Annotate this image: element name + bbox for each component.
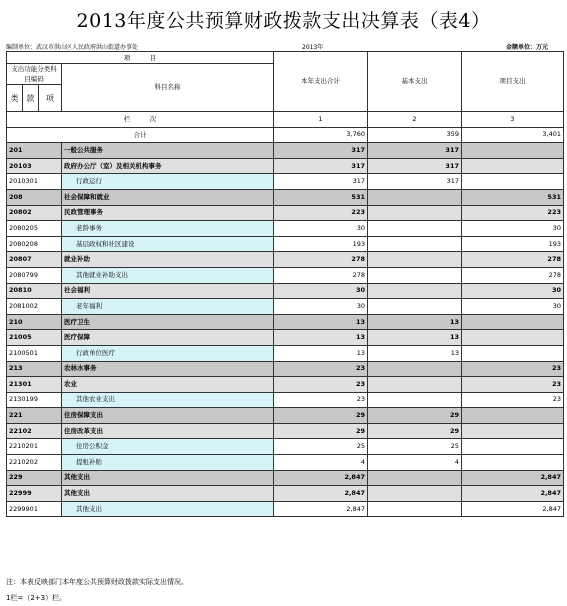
subject-name: 社会福利	[62, 283, 274, 299]
table-row	[7, 283, 564, 299]
table-row	[7, 361, 564, 377]
basic-value	[368, 189, 462, 205]
total-row-basic: 359	[368, 127, 462, 143]
project-value	[462, 314, 564, 330]
table-row	[7, 314, 564, 330]
project-value: 278	[462, 267, 564, 283]
basic-value	[368, 283, 462, 299]
project-value: 30	[462, 283, 564, 299]
project-header: 项 目	[7, 52, 274, 64]
subject-code: 20802	[7, 205, 62, 221]
subject-code: 221	[7, 408, 62, 424]
subject-name: 社会保障和就业	[62, 189, 274, 205]
project-column-header: 项目支出	[462, 52, 564, 112]
subject-code: 22102	[7, 423, 62, 439]
basic-value	[368, 252, 462, 268]
project-value	[462, 345, 564, 361]
total-value: 13	[274, 345, 368, 361]
table-row	[7, 486, 564, 502]
project-value: 23	[462, 392, 564, 408]
basic-value: 13	[368, 314, 462, 330]
total-value: 13	[274, 314, 368, 330]
subject-code: 22999	[7, 486, 62, 502]
total-value: 317	[274, 174, 368, 190]
table-row	[7, 252, 564, 268]
project-value: 23	[462, 377, 564, 393]
compiling-unit	[6, 42, 138, 51]
subject-name: 民政管理事务	[62, 205, 274, 221]
subject-code: 2210202	[7, 455, 62, 471]
subject-name: 医疗卫生	[62, 314, 274, 330]
basic-value	[368, 501, 462, 517]
project-value	[462, 143, 564, 159]
basic-value: 13	[368, 345, 462, 361]
subject-name: 老龄事务	[62, 221, 274, 237]
total-value: 2,847	[274, 486, 368, 502]
table-row	[7, 158, 564, 174]
xiang-header: 项	[39, 85, 62, 112]
table-notes	[6, 574, 188, 606]
total-row-label: 合计	[7, 127, 274, 143]
subject-code: 2130199	[7, 392, 62, 408]
project-value	[462, 174, 564, 190]
subject-name: 住房改革支出	[62, 423, 274, 439]
subject-code: 229	[7, 470, 62, 486]
table-row	[7, 501, 564, 517]
basic-value: 4	[368, 455, 462, 471]
basic-value	[368, 392, 462, 408]
subject-code: 2299901	[7, 501, 62, 517]
project-value	[462, 423, 564, 439]
column-index-2: 2	[368, 112, 462, 128]
project-value: 23	[462, 361, 564, 377]
table-row	[7, 205, 564, 221]
column-index-1: 1	[274, 112, 368, 128]
subject-name: 住房保障支出	[62, 408, 274, 424]
project-value: 2,847	[462, 470, 564, 486]
subject-code: 20103	[7, 158, 62, 174]
subject-name: 其他支出	[62, 501, 274, 517]
subject-code: 21301	[7, 377, 62, 393]
project-value	[462, 330, 564, 346]
table-row	[7, 392, 564, 408]
total-value: 2,847	[274, 501, 368, 517]
subject-name: 政府办公厅（室）及相关机构事务	[62, 158, 274, 174]
basic-value	[368, 299, 462, 315]
project-value: 278	[462, 252, 564, 268]
lei-header: 类	[7, 85, 23, 112]
table-row	[7, 345, 564, 361]
project-value: 30	[462, 299, 564, 315]
subject-code: 201	[7, 143, 62, 159]
table-row	[7, 299, 564, 315]
total-value: 193	[274, 236, 368, 252]
total-value: 317	[274, 143, 368, 159]
total-value: 223	[274, 205, 368, 221]
basic-value	[368, 236, 462, 252]
subject-name: 行政运行	[62, 174, 274, 190]
column-index-3: 3	[462, 112, 564, 128]
total-value: 25	[274, 439, 368, 455]
total-value: 278	[274, 267, 368, 283]
project-value	[462, 455, 564, 471]
subject-name: 行政单位医疗	[62, 345, 274, 361]
total-value: 531	[274, 189, 368, 205]
subject-name: 其他支出	[62, 470, 274, 486]
basic-value	[368, 486, 462, 502]
table-row	[7, 174, 564, 190]
subject-code: 20807	[7, 252, 62, 268]
total-row-project: 3,401	[462, 127, 564, 143]
subject-code: 2080799	[7, 267, 62, 283]
compiling-unit-label: 编制单位：	[6, 44, 37, 51]
basic-value: 317	[368, 158, 462, 174]
subject-name: 农业	[62, 377, 274, 393]
subject-code: 208	[7, 189, 62, 205]
subject-code: 213	[7, 361, 62, 377]
project-value	[462, 408, 564, 424]
basic-value: 317	[368, 143, 462, 159]
basic-value	[368, 205, 462, 221]
subject-name: 其他农业支出	[62, 392, 274, 408]
basic-value: 25	[368, 439, 462, 455]
subject-name: 一般公共服务	[62, 143, 274, 159]
total-value: 13	[274, 330, 368, 346]
total-value: 29	[274, 423, 368, 439]
total-value: 23	[274, 392, 368, 408]
subject-name: 医疗保障	[62, 330, 274, 346]
project-value: 30	[462, 221, 564, 237]
row-index-label: 栏 次	[7, 112, 274, 128]
table-row	[7, 439, 564, 455]
basic-value	[368, 221, 462, 237]
table-row	[7, 236, 564, 252]
basic-value	[368, 377, 462, 393]
total-row-total: 3,760	[274, 127, 368, 143]
subject-name: 其他支出	[62, 486, 274, 502]
expenditure-table	[6, 51, 564, 517]
total-value: 23	[274, 377, 368, 393]
basic-column-header: 基本支出	[368, 52, 462, 112]
table-row	[7, 267, 564, 283]
project-value	[462, 158, 564, 174]
subject-name: 老年福利	[62, 299, 274, 315]
subject-name: 农林水事务	[62, 361, 274, 377]
subject-name: 住房公积金	[62, 439, 274, 455]
basic-value: 29	[368, 408, 462, 424]
note-line-2: 1栏=（2+3）栏。	[6, 594, 67, 602]
basic-value: 13	[368, 330, 462, 346]
basic-value: 317	[368, 174, 462, 190]
total-value: 317	[274, 158, 368, 174]
project-value: 531	[462, 189, 564, 205]
subject-code: 2210201	[7, 439, 62, 455]
project-value: 2,847	[462, 486, 564, 502]
subject-code: 2081002	[7, 299, 62, 315]
project-value: 2,847	[462, 501, 564, 517]
table-row	[7, 221, 564, 237]
subject-code: 20810	[7, 283, 62, 299]
compiling-unit-name: 武汉市洪山区人民政府洪山街道办事处	[36, 44, 139, 51]
basic-value	[368, 267, 462, 283]
total-value: 4	[274, 455, 368, 471]
table-row	[7, 143, 564, 159]
subject-name: 就业补助	[62, 252, 274, 268]
project-value: 193	[462, 236, 564, 252]
project-value: 223	[462, 205, 564, 221]
total-value: 278	[274, 252, 368, 268]
subject-code: 2080205	[7, 221, 62, 237]
basic-value	[368, 361, 462, 377]
project-value	[462, 439, 564, 455]
note-line-1: 注：本表反映部门本年度公共预算财政拨款实际支出情况。	[6, 578, 188, 586]
subject-code: 2100501	[7, 345, 62, 361]
total-value: 30	[274, 221, 368, 237]
subject-code: 2010301	[7, 174, 62, 190]
subject-code: 2080208	[7, 236, 62, 252]
total-value: 2,847	[274, 470, 368, 486]
page-title: 2013年度公共预算财政拨款支出决算表（表4）	[76, 10, 491, 32]
table-row	[7, 455, 564, 471]
money-unit: 金额单位：万元	[506, 44, 549, 51]
kuan-header: 款	[23, 85, 39, 112]
table-row	[7, 408, 564, 424]
subject-name: 基层政权和社区建设	[62, 236, 274, 252]
table-row	[7, 377, 564, 393]
subject-name: 提租补贴	[62, 455, 274, 471]
basic-value	[368, 470, 462, 486]
subject-name-header: 科目名称	[62, 64, 274, 112]
table-row	[7, 423, 564, 439]
table-row	[7, 330, 564, 346]
total-value: 29	[274, 408, 368, 424]
subject-code: 210	[7, 314, 62, 330]
table-row	[7, 189, 564, 205]
total-value: 23	[274, 361, 368, 377]
total-value: 30	[274, 283, 368, 299]
function-code-header: 支出功能分类科目编码	[7, 64, 62, 85]
subject-code: 21005	[7, 330, 62, 346]
basic-value: 29	[368, 423, 462, 439]
total-value: 30	[274, 299, 368, 315]
subject-name: 其他就业补助支出	[62, 267, 274, 283]
table-row	[7, 470, 564, 486]
report-year: 2013年	[302, 44, 324, 51]
total-column-header: 本年支出合计	[274, 52, 368, 112]
